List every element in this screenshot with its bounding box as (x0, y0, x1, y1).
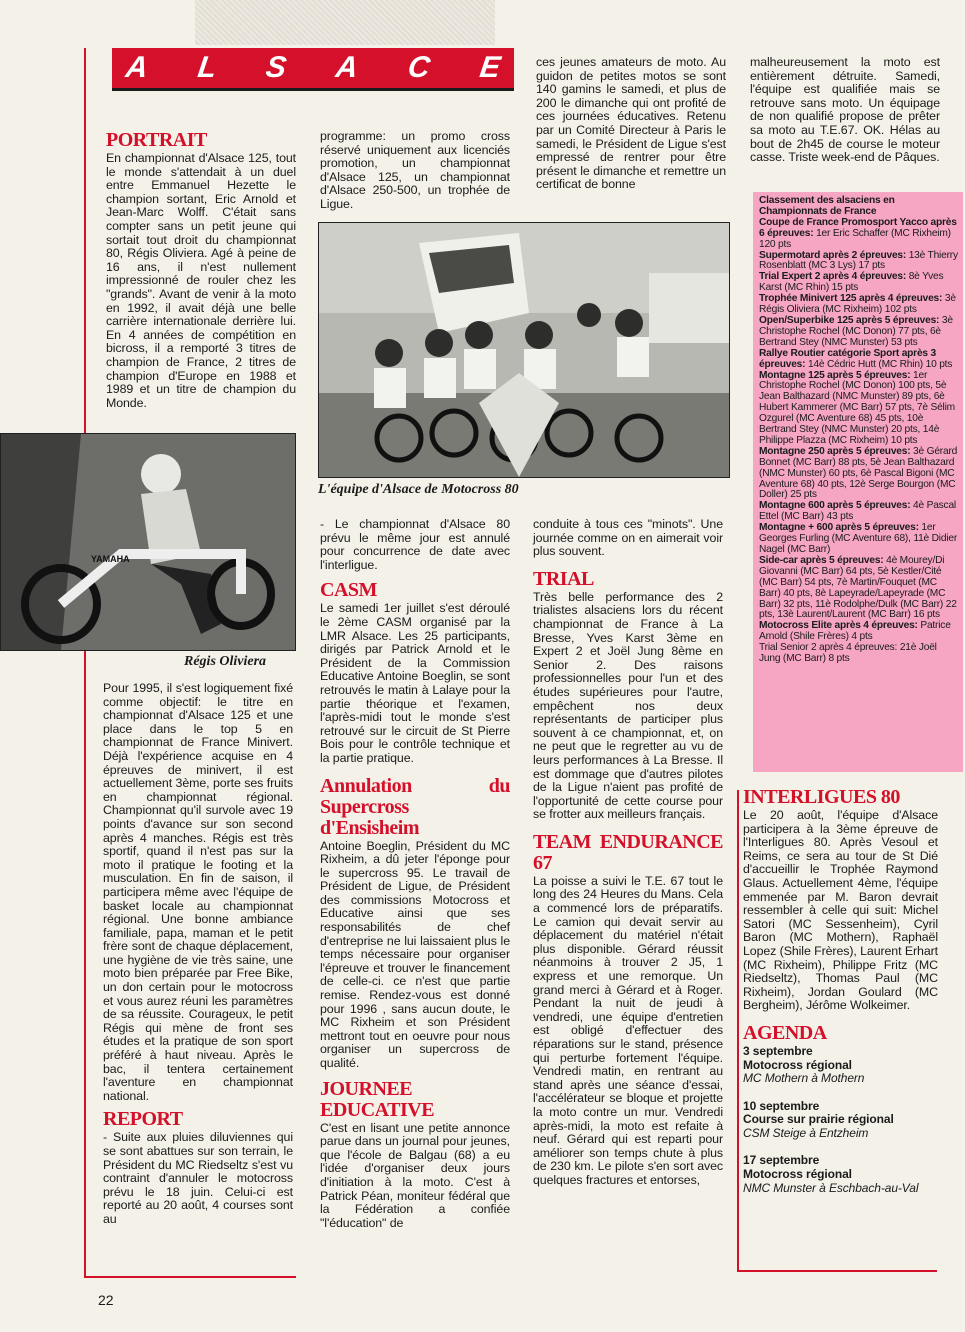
report-heading: REPORT (103, 1108, 183, 1131)
classement-entry-category: Montagne 125 après 5 épreuves: (759, 369, 911, 381)
agenda-event: Motocross régional (743, 1167, 852, 1182)
classement-entry-results: Patrice Arnold (Shile Frères) 4 pts (759, 620, 951, 643)
casm-heading: CASM (320, 579, 377, 602)
classement-entry (759, 294, 959, 316)
classement-entry (759, 621, 959, 643)
agenda-date: 3 septembre (743, 1043, 813, 1058)
classement-entry (759, 272, 959, 294)
journee-heading: JOURNEE EDUCATIVE (320, 1077, 435, 1121)
classement-title: Classement des alsaciens en Championnats de France (759, 195, 895, 217)
classement-entry-results: 3è Christophe Rochel (MC Donon) 77 pts, 6è Bertrand Stey (NMC Munster) 53 pts (759, 314, 953, 348)
trial-heading: TRIAL (533, 567, 594, 590)
classement-entry (759, 251, 959, 273)
team-alsace-photo (318, 222, 730, 478)
team-endurance-heading: TEAM ENDURANCE 67 (533, 830, 723, 874)
classement-entry-results: 3è Régis Oliviera (MC Rixheim) 102 pts (759, 293, 956, 316)
agenda-item (743, 1100, 938, 1141)
banner-underline (112, 88, 514, 91)
team-photo-illustration (319, 223, 729, 477)
classement-entry-results: 3è Gérard Bonnet (MC Barr) 88 pts, 5è Jean Balthazard (NMC Munster) 60 pts, 6è Pascal Bigoni (MC Aventure 68) 40 pts, 12è Serge Bourgon (MC Doller) 25 pts (759, 445, 958, 501)
journee-continued: ces jeunes amateurs de moto. Au guidon de petites motos se sont 140 gamins le samedi, et plus de 200 le dimanche qui ont profité de ces journées éducatives. Retenu par un Comité Directeur à Paris le samedi, le Président de Ligue s'est empressé de rentrer pour être présent le dimanche et remettre un certificat de bonne (536, 55, 726, 192)
banner-letter: A (123, 51, 151, 84)
journee-text: C'est en lisant une petite annonce parue dans un journal pour jeunes, que l'école de Balgau (68) a eu l'idée d'organiser deux jours d'initiation à la moto. C'est à Patrick Péan, moniteur fédéral que la Fédération a confiée "l'éducation" de (320, 1120, 510, 1230)
column-4-bottom (743, 787, 938, 1195)
team-endurance-text: La poisse a suivi le T.E. 67 tout le long des 24 Heures du Mans. Cela a commencé lors de préparatifs. Le camion qui devait servir au déplacement du matériel n'était plus disponible. Gérard réussit néanmoins à trouver 2 J5, 1 express et une remorque. Un grand merci à Gérard et à Roger. Pendant la nuit de jeudi à vendredi, une équipe d'entretien est obligé d'effectuer des réparations sur le stand, présence qui perturbe fortement l'équipe. Vendredi matin, en rentrant au stand après une séance d'essai, l'accélérateur se bloque et projette la moto contre un mur. Vendredi après-midi, la moto est refaite à neuf. Gérard qui est reparti pour améliorer son temps chute à plus de 230 km. Le pilote s'en sort avec quelques fractures et entorses, (533, 873, 723, 1187)
column-2-bottom (320, 518, 510, 1230)
agenda-place: MC Mothern à Mothern (743, 1071, 865, 1086)
journee-end-text: conduite à tous ces "minots". Une journée comme on en aimerait voir plus souvent. (533, 517, 723, 559)
red-rule-left (84, 48, 86, 1278)
classement-box (753, 192, 963, 772)
annulation-heading: Annulation du Supercross d'Ensisheim (320, 774, 510, 839)
column-2-top (320, 130, 510, 212)
classement-entry (759, 501, 959, 523)
svg-text:YAMAHA: YAMAHA (91, 554, 130, 564)
agenda-item (743, 1045, 938, 1086)
banner-letter: E (477, 51, 503, 84)
classement-entry (759, 447, 959, 502)
classement-entry-results: 4è Pascal Ettel (MC Barr) 43 pts (759, 500, 956, 523)
report-end-text: - Le championnat d'Alsace 80 prévu le même jour est annulé pour concurrence de date avec l'interligue. (320, 517, 510, 572)
classement-entry (759, 316, 959, 349)
classement-entry-results: 1er Christophe Rochel (MC Donon) 100 pts, 5è Jean Balthazard (NMC Munster) 89 pts, 6è Hubert Kammerer (MC Barr) 57 pts, 7è Sélim Ozgurel (MC Aventure 68) 45 pts, 10è Bertrand Stey (NMC Munster) 20 pts, 14è Philippe Plazza (MC Rixheim) 10 pts (759, 369, 955, 446)
classement-entry (759, 643, 959, 665)
classement-entry-results: 1er Eric Schaffer (MC Rixheim) 120 pts (759, 227, 951, 250)
classement-entry-category: Montagne 600 après 5 épreuves: (759, 500, 911, 512)
classement-entry-category: Side-car après 5 épreuves: (759, 554, 884, 566)
casm-text: Le samedi 1er juillet s'est déroulé le 2ème CASM organisé par la LMR Alsace. Les 25 participants, dirigés par Patrick Arnold et le Président de la Commission Educative Antoine Boeglin, se sont retrouvés le matin à Lalaye pour la partie théorique et l'examen, l'après-midi tout le monde s'est retrouvé sur le circuit de St Pierre Bois pour le contrôle technique et la partie pratique. (320, 601, 510, 765)
classement-entry-category: Supermotard après 2 épreuves: (759, 249, 907, 261)
red-rule-bottom-left (84, 1276, 296, 1278)
classement-entry-category: Trial Expert 2 après 4 épreuves: (759, 271, 907, 283)
classement-entry-category: Montagne + 600 après 5 épreuves: (759, 522, 919, 534)
agenda-place: NMC Munster à Eschbach-au-Val (743, 1180, 919, 1195)
banner-letter: C (405, 51, 433, 84)
regis-photo-caption: Régis Oliviera (184, 654, 267, 669)
agenda-event: Motocross régional (743, 1057, 852, 1072)
agenda-date: 10 septembre (743, 1098, 820, 1113)
classement-entry-results: 13è Thierry Rosenblatt (MC 3 Lys) 17 pts (759, 249, 958, 272)
agenda-item (743, 1154, 938, 1195)
classement-entry-category: Trophée Minivert 125 après 4 épreuves: (759, 293, 943, 305)
annulation-text: Antoine Boeglin, Président du MC Rixheim, a dû jeter l'éponge pour le supercross 95. Le travail de Président de Ligue, de Président des commissions Motocross et Educative ainsi que ses responsabilités de chef d'entreprise ne lui laissaient plus le temps nécessaire pour organiser l'épreuve et trouver le financement de celle-ci. ce n'est que partie remise. Rendez-vous est donné pour 1996 , sans aucun doute, le MC Rixheim et son Président mettront tout en oeuvre pour nous organiser un supercross de qualité. (320, 838, 510, 1070)
classement-entry-category: Motocross Elite après 4 épreuves: (759, 620, 918, 632)
classement-entry-results: 14è Cédric Hutt (MC Rhin) 10 pts (805, 358, 953, 370)
banner-letter: A (334, 51, 361, 84)
classement-entry-results: 1er Georges Furling (MC Aventure 68), 11è Didier Nagel (MC Barr) (759, 522, 958, 555)
portrait-heading: PORTRAIT (106, 129, 207, 151)
agenda-place: CSM Steige à Entzheim (743, 1125, 869, 1140)
interligues-text: Le 20 août, l'équipe d'Alsace participera à la 3ème épreuve de l'Interligues 80. Après Vesoul et Reims, ce sera au tour de St Dié d'accueillir le Trophée Raymond Glaus. Actuellement 4ème, l'équipe emmenée par M. Baron devrait ressembler à celle qui suit: Michel Satori (MC Sessenheim), Cyril Baron (MC Mothern), Raphaël Lopez (Shile Frères), Laurent Erhart (MC Rixheim), Philippe Fritz (MC Riedseltz), Thomas Paul (MC Rixheim), Jordan Goulard (MC Bergheim), Jérôme Wolkeimer. (743, 808, 938, 1013)
page-texture (195, 0, 495, 45)
team-photo-caption: L'équipe d'Alsace de Motocross 80 (318, 482, 519, 497)
classement-entry (759, 218, 959, 251)
classement-entry (759, 349, 959, 371)
classement-entry-category: Montagne 250 après 5 épreuves: (759, 445, 911, 457)
classement-list (759, 218, 959, 665)
classement-entry (759, 371, 959, 447)
portrait-column (106, 130, 296, 410)
banner-letter: S (264, 51, 289, 84)
classement-entry-results: Trial Senior 2 après 4 épreuves: 21è Joël Jung (MC Barr) 8 pts (759, 642, 937, 665)
team-endurance-end-text: malheureusement la moto est entièrement détruite. Samedi, l'équipe est qualifiée mais se retrouve sans moto. Un équipage de non qualifié propose de prêter sa moto au T.E.67. OK. Hélas au bout de 2h45 de course le moteur casse. Triste week-end de Pâques. (750, 55, 940, 165)
column-4-top (750, 56, 940, 165)
column-3-bottom (533, 518, 723, 1188)
classement-entry (759, 556, 959, 621)
motocross-rider-illustration (1, 434, 295, 650)
alsace-banner (112, 48, 514, 88)
red-rule-right (737, 790, 739, 1270)
report-continued: programme: un promo cross réservé uniquement aux licenciés promotion, un championnat d'Alsace 125, un championnat d'Alsace 250-500, un trophée de Ligue. (320, 129, 510, 211)
page-number: 22 (98, 1292, 114, 1308)
regis-oliviera-photo (0, 433, 296, 651)
portrait-continued (103, 682, 293, 1227)
banner-letter: L (195, 51, 219, 84)
report-text: - Suite aux pluies diluviennes qui se sont abattues sur son terrain, le Président du MC Riedseltz s'est vu contraint d'annuler le motocross prévu le 18 juin. Celui-ci est reporté au 20 août, 4 courses sont au (103, 1130, 293, 1226)
portrait-text-2: Pour 1995, il s'est logiquement fixé comme objectif: le titre en championnat d'Alsace 125 et une place dans le top 5 en championnat de France Minivert. Déjà l'expérience acquise en 4 épreuves de minivert, il est actuellement 3ème, porte ses fruits en championnat régional. Championnat qu'il survole avec 19 points d'avance sur son second après 4 manches. Régis est très sportif, quand il n'est pas sur la moto il pratique le footing et la musculation. En fin de saison, il participera même avec l'équipe de basket locale au championnat régional. Une bonne ambiance familiale, papa, maman et le petit frère sont de chaque déplacement, une hygiène de vie très saine, une moto bien préparée par Free Bike, un don certain pour le motocross et vous aurez réuni les paramètres de sa réussite. Courageux, le petit Régis qui mène de front ses études et la pratique de son sport préféré à haut niveau. Après le bac, il tentera certainement l'aventure en championnat national. (103, 681, 293, 1103)
interligues-heading: INTERLIGUES 80 (743, 786, 900, 808)
agenda-heading: AGENDA (743, 1021, 827, 1044)
classement-entry-results: 4è Mourey/Di Giovanni (MC Barr) 64 pts, 5è Kestler/Cité (MC Barr) 54 pts, 7è Martin/Fouquet (MC Barr) 40 pts, 8è Lapeyrade/Lapeyrade (MC Barr) 32 pts, 11è Rodolphe/Dulk (MC Barr) 22 pts, 13è Laurent/Laurent (MC Barr) 16 pts (759, 554, 957, 621)
trial-text: Très belle performance des 2 trialistes alsaciens lors du récent championnat de France à La Bresse, Yves Karst 3ème en Expert 2 et Joël Jung 8ème en Senior 2. Des raisons professionnelles pour l'un et des études supérieures pour l'autre, empêchent nos deux représentants de participer plus souvent à ce championnat, et, on ne peut que le regretter au vu de leurs performances à La Bresse. Il est dommage que d'autres pilotes de la Ligue n'aient pas profité de l'opportunité de cette course pour se frotter aux meilleurs français. (533, 589, 723, 822)
red-rule-bottom-right (737, 1270, 937, 1272)
portrait-text: En championnat d'Alsace 125, tout le monde s'attendait à un duel entre Emmanuel Hezette le champion sortant, Eric Arnold et Jean-Marc Wolff. C'était sans compter sans un petit jeune qui sortait tout droit du championnat 80, Régis Oliviera. Agé à peine de 16 ans, il n'est nullement impressionné de rouler chez les "grands". Avant de venir à la moto en 1992, il avait déjà une belle carrière internationale derrière lui. En 4 années de compétition en bicross, il a remporté 3 titres de champion de France, 2 titres de champion d'Europe en 1988 et 1989 et un titre de champion du Monde. (106, 151, 296, 410)
classement-entry-category: Open/Superbike 125 après 5 épreuves: (759, 314, 940, 326)
classement-entry-category: Coupe de France Promosport Yacco après 6 épreuves: (759, 216, 957, 239)
classement-entry-results: 8è Yves Karst (MC Rhin) 15 pts (759, 271, 944, 294)
column-3-top (536, 56, 726, 192)
agenda-date: 17 septembre (743, 1153, 820, 1168)
classement-entry-category: Rallye Routier catégorie Sport après 3 épreuves: (759, 347, 936, 370)
classement-entry (759, 523, 959, 556)
agenda-event: Course sur prairie régional (743, 1112, 894, 1127)
